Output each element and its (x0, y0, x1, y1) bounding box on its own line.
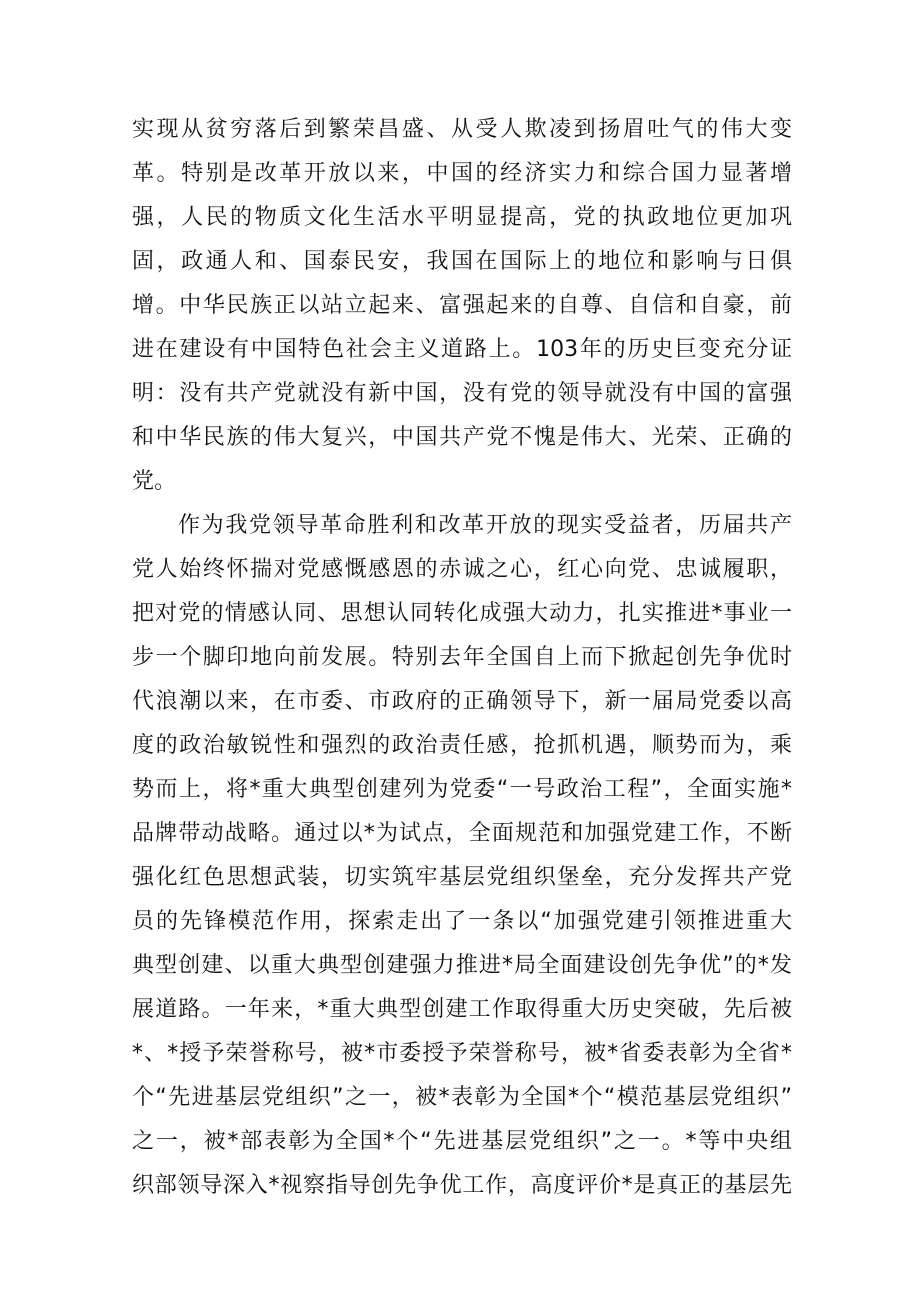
text-line: 把对党的情感认同、思想认同转化成强大动力，扎实推进*事业一 (132, 601, 792, 626)
text-line: 进在建设有中国特色社会主义道路上。103年的历史巨变充分证 (132, 337, 792, 362)
paragraph-2 (132, 504, 792, 1208)
text-line: 织部领导深入*视察指导创先争优工作，高度评价*是真正的基层先 (132, 1173, 792, 1198)
text-line: 代浪潮以来，在市委、市政府的正确领导下，新一届局党委以高 (132, 689, 792, 714)
text-line: 强，人民的物质文化生活水平明显提高，党的执政地位更加巩 (132, 205, 792, 230)
text-line: 增。中华民族正以站立起来、富强起来的自尊、自信和自豪，前 (132, 293, 792, 318)
text-line: 党。 (132, 469, 177, 494)
text-line: 和中华民族的伟大复兴，中国共产党不愧是伟大、光荣、正确的 (132, 425, 792, 450)
text-line: 步一个脚印地向前发展。特别去年全国自上而下掀起创先争优时 (132, 645, 792, 670)
text-line: 员的先锋模范作用，探索走出了一条以“加强党建引领推进重大 (132, 909, 792, 934)
text-line: 固，政通人和、国泰民安，我国在国际上的地位和影响与日俱 (132, 249, 792, 274)
document-page (132, 108, 792, 1208)
text-line: 实现从贫穷落后到繁荣昌盛、从受人欺凌到扬眉吐气的伟大变 (132, 117, 792, 142)
text-line: 之一，被*部表彰为全国*个“先进基层党组织”之一。*等中央组 (132, 1129, 792, 1154)
text-line: 势而上，将*重大典型创建列为党委“一号政治工程”，全面实施* (132, 777, 792, 802)
text-line: 展道路。一年来，*重大典型创建工作取得重大历史突破，先后被 (132, 997, 792, 1022)
text-line: 品牌带动战略。通过以*为试点，全面规范和加强党建工作，不断 (132, 821, 792, 846)
text-line: 党人始终怀揣对党感慨感恩的赤诚之心，红心向党、忠诚履职， (132, 557, 792, 582)
text-line: 革。特别是改革开放以来，中国的经济实力和综合国力显著增 (132, 161, 792, 186)
text-line: 明：没有共产党就没有新中国，没有党的领导就没有中国的富强 (132, 381, 792, 406)
paragraph-1 (132, 108, 792, 504)
text-line: 个“先进基层党组织”之一，被*表彰为全国*个“模范基层党组织” (132, 1085, 792, 1110)
text-line: 强化红色思想武装，切实筑牢基层党组织堡垒，充分发挥共产党 (132, 865, 792, 890)
text-line: 作为我党领导革命胜利和改革开放的现实受益者，历届共产 (178, 513, 792, 538)
text-line: 度的政治敏锐性和强烈的政治责任感，抢抓机遇，顺势而为，乘 (132, 733, 792, 758)
text-line: *、*授予荣誉称号，被*市委授予荣誉称号，被*省委表彰为全省* (132, 1041, 792, 1066)
text-line: 典型创建、以重大典型创建强力推进*局全面建设创先争优”的*发 (132, 953, 792, 978)
